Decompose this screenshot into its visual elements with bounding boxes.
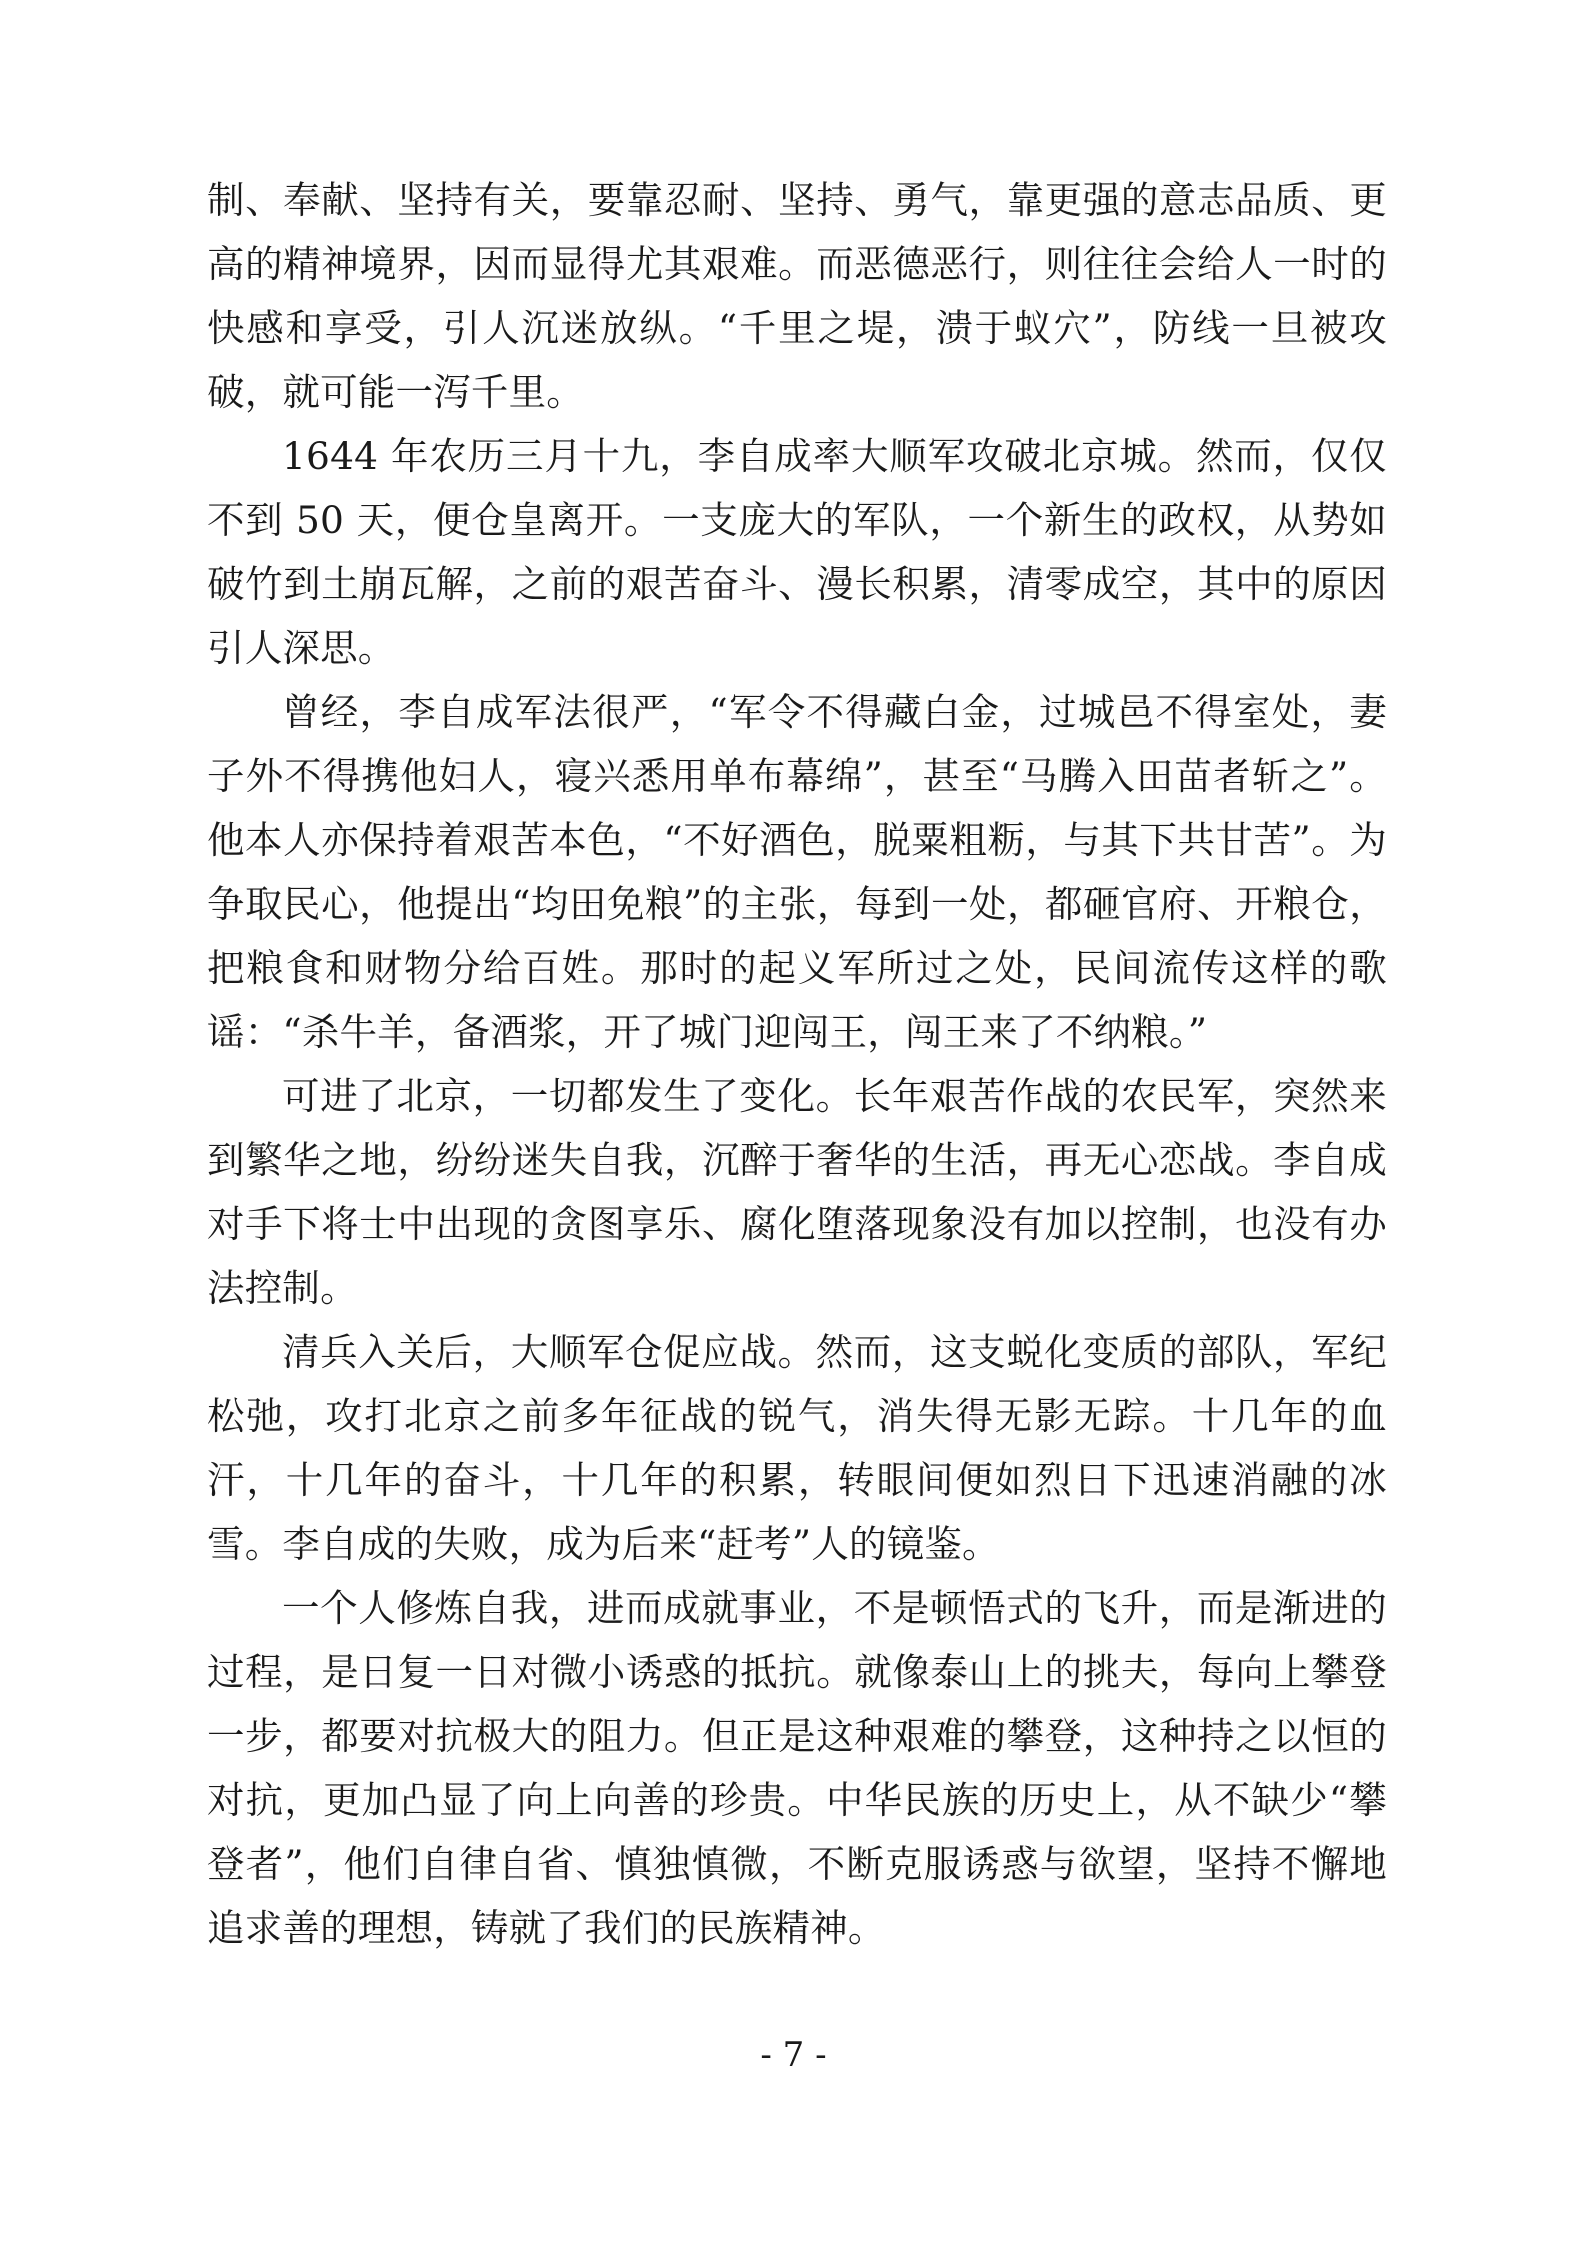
paragraph: 可进了北京，一切都发生了变化。长年艰苦作战的农民军，突然来到繁华之地，纷纷迷失自我，沉醉于奢华的生活，再无心恋战。李自成对手下将士中出现的贪图享乐、腐化堕落现象没有加以控制，也没有办法控制。 — [207, 1074, 1387, 1310]
paragraph: 一个人修炼自我，进而成就事业，不是顿悟式的飞升，而是渐进的过程，是日复一日对微小诱惑的抵抗。就像泰山上的挑夫，每向上攀登一步，都要对抗极大的阻力。但正是这种艰难的攀登，这种持之以恒的对抗，更加凸显了向上向善的珍贵。中华民族的历史上，从不缺少“攀登者”，他们自律自省、慎独慎微，不断克服诱惑与欲望，坚持不懈地追求善的理想，铸就了我们的民族精神。 — [207, 1586, 1387, 1950]
paragraph: 曾经，李自成军法很严，“军令不得藏白金，过城邑不得室处，妻子外不得携他妇人，寝兴悉用单布幕绵”，甚至“马腾入田苗者斩之”。他本人亦保持着艰苦本色，“不好酒色，脱粟粗粝，与其下共甘苦”。为争取民心，他提出“均田免粮”的主张，每到一处，都砸官府、开粮仓，把粮食和财物分给百姓。那时的起义军所过之处，民间流传这样的歌谣：“杀牛羊，备酒浆，开了城门迎闯王，闯王来了不纳粮。” — [207, 690, 1387, 1054]
paragraph: 制、奉献、坚持有关，要靠忍耐、坚持、勇气，靠更强的意志品质、更高的精神境界，因而显得尤其艰难。而恶德恶行，则往往会给人一时的快感和享受，引人沉迷放纵。“千里之堤，溃于蚁穴”，防线一旦被攻破，就可能一泻千里。 — [207, 178, 1387, 414]
paragraph: 清兵入关后，大顺军仓促应战。然而，这支蜕化变质的部队，军纪松弛，攻打北京之前多年征战的锐气，消失得无影无踪。十几年的血汗，十几年的奋斗，十几年的积累，转眼间便如烈日下迅速消融的冰雪。李自成的失败，成为后来“赶考”人的镜鉴。 — [207, 1330, 1387, 1566]
page-body — [207, 168, 1387, 1960]
paragraph: 1644 年农历三月十九，李自成率大顺军攻破北京城。然而，仅仅不到 50 天，便仓皇离开。一支庞大的军队，一个新生的政权，从势如破竹到土崩瓦解，之前的艰苦奋斗、漫长积累，清零成空，其中的原因引人深思。 — [207, 434, 1387, 670]
page-number: - 7 - — [760, 2035, 827, 2075]
